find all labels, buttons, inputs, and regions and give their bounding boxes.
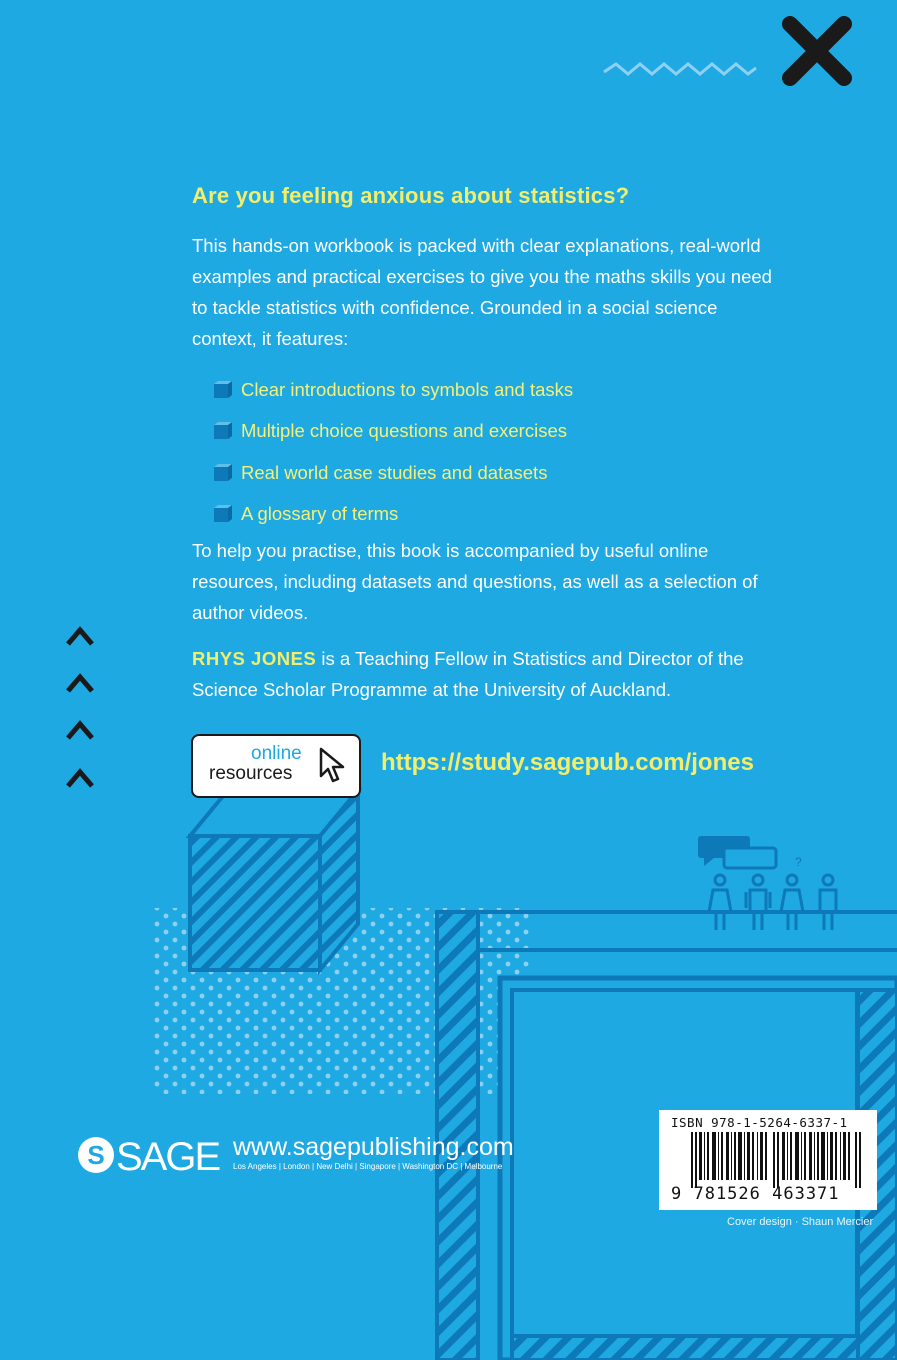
list-item [212,494,772,536]
book-bullet-icon [212,504,232,524]
publisher-url[interactable]: www.sagepublishing.com [233,1133,514,1161]
chevron-up-icon [64,766,96,790]
hatched-cube [190,790,358,970]
feature-list [212,369,772,535]
list-item [212,369,772,411]
author-paragraph [192,643,772,705]
feature-label: Real world case studies and datasets [241,461,548,483]
chevron-up-icon [64,671,96,695]
resources-paragraph: To help you practise, this book is accompanied by useful online resources, including datasets and questions, as well as a selection of author videos. [192,540,758,623]
isbn-barcode [659,1110,877,1210]
zigzag-line-icon [602,58,758,80]
resources-url-link[interactable]: https://study.sagepub.com/jones [381,749,754,776]
speech-bubble-icon [698,836,802,869]
chevron-up-icon [64,624,96,648]
barcode-bars [691,1132,863,1188]
cover-heading: Are you feeling anxious about statistics? [192,183,630,208]
intro-paragraph: This hands-on workbook is packed with clear explanations, real-world examples and practical exercises to give you the maths skills you need to tackle statistics with confidence. Grounded in a social science context, it features: [192,235,772,349]
publisher-cities: Los Angeles | London | New Delhi | Singapore | Washington DC | Melbourne [233,1162,503,1171]
isbn-label: ISBN 978-1-5264-6337-1 [671,1115,848,1130]
feature-label: Multiple choice questions and exercises [241,420,567,442]
svg-text:S: S [87,1140,105,1170]
cover-design-credit: Cover design · Shaun Mercier [727,1216,874,1228]
isbn-digits: 9 781526 463371 [671,1184,840,1204]
feature-label: Clear introductions to symbols and tasks [241,378,574,400]
people-icon [709,875,836,930]
author-name: RHYS JONES [192,648,317,669]
cursor-arrow-icon [317,746,347,786]
close-x-icon [778,12,856,90]
badge-line-resources: resources [209,763,293,784]
list-item [212,411,772,453]
sage-logo-icon [76,1133,226,1177]
online-resources-badge[interactable] [191,734,361,798]
sage-logo-text: SAGE [116,1135,220,1177]
book-bullet-icon [212,421,232,441]
book-bullet-icon [212,380,232,400]
badge-line-online: online [251,743,302,764]
chevron-up-icon [64,718,96,742]
svg-text:?: ? [795,855,802,869]
book-bullet-icon [212,463,232,483]
list-item [212,452,772,494]
author-bio: is a Teaching Fellow in Statistics and Director of the Science Scholar Programme at the University of Auckland. [192,648,744,700]
feature-label: A glossary of terms [241,503,399,525]
